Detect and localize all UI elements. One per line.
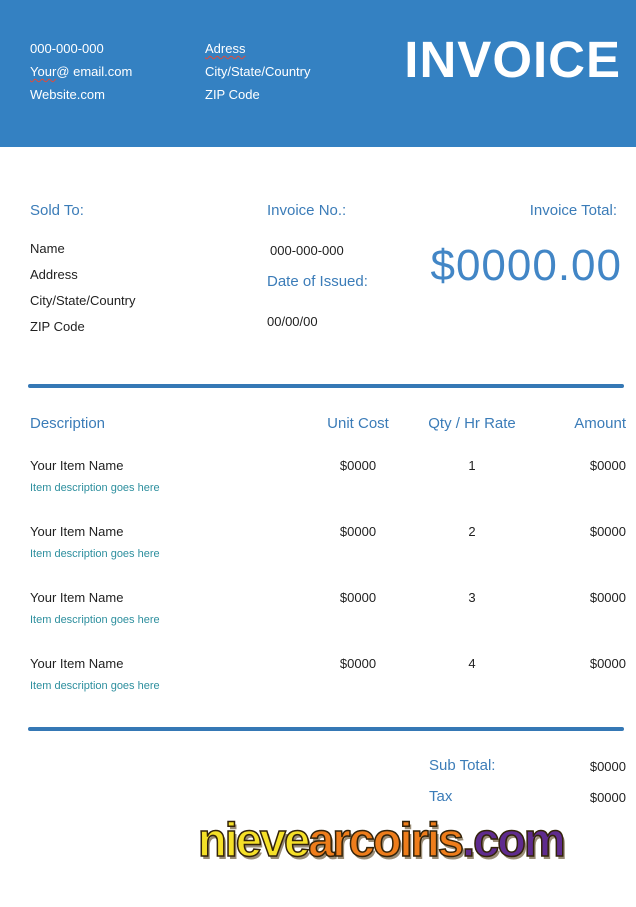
sender-zip: ZIP Code [205, 87, 260, 102]
item-name: Your Item Name [30, 656, 124, 671]
item-cell-description [30, 524, 306, 560]
item-qty: 1 [468, 458, 476, 473]
item-amount: $0000 [589, 590, 626, 605]
sender-email [30, 60, 132, 83]
item-unit-cost: $0000 [339, 458, 377, 473]
table-row [30, 656, 626, 692]
customer-name: Name [30, 241, 65, 256]
subtotal-label: Sub Total: [429, 757, 496, 774]
customer-address: Address [30, 267, 78, 282]
tax-label: Tax [429, 788, 453, 805]
item-unit-cost: $0000 [339, 524, 377, 539]
invoice-total-label: Invoice Total: [529, 202, 617, 219]
sold-to-label: Sold To: [30, 202, 84, 219]
item-description: Item description goes here [30, 680, 160, 692]
item-cell-description [30, 656, 306, 692]
sender-city-state-country: City/State/Country [205, 64, 311, 79]
watermark-part-nieve: nieve [198, 813, 309, 866]
watermark-part-com: .com [462, 813, 564, 866]
items-table-header [30, 415, 626, 432]
subtotal-row [30, 757, 626, 774]
item-amount: $0000 [589, 458, 626, 473]
item-cell-description [30, 458, 306, 494]
invoice-header [0, 0, 636, 147]
item-description: Item description goes here [30, 614, 160, 626]
item-description: Item description goes here [30, 548, 160, 560]
item-qty: 3 [468, 590, 476, 605]
item-unit-cost: $0000 [339, 656, 377, 671]
invoice-number-label: Invoice No.: [267, 202, 347, 219]
item-amount: $0000 [589, 656, 626, 671]
watermark-part-arcoiris: arcoiris [308, 813, 463, 866]
item-name: Your Item Name [30, 524, 124, 539]
invoice-total-amount: $0000.00 [430, 241, 622, 290]
column-header-unit-cost: Unit Cost [327, 415, 389, 432]
sender-website: Website.com [30, 87, 105, 102]
date-issued-label: Date of Issued: [267, 273, 368, 290]
date-issued-value: 00/00/00 [267, 314, 318, 329]
invoice-number-value: 000-000-000 [270, 243, 344, 258]
tax-value: $0000 [589, 790, 626, 805]
item-amount: $0000 [589, 524, 626, 539]
sender-address-block [205, 37, 311, 106]
column-header-description: Description [30, 415, 106, 432]
sender-email-rest: @ email.com [56, 64, 133, 79]
sender-contact-block [30, 37, 132, 106]
column-header-qty: Qty / Hr Rate [428, 415, 516, 432]
tax-row [30, 788, 626, 805]
table-bottom-divider [28, 727, 624, 731]
subtotal-value: $0000 [589, 759, 626, 774]
item-cell-description [30, 590, 306, 626]
table-row [30, 590, 626, 626]
customer-city-state-country: City/State/Country [30, 293, 136, 308]
sender-address: Adress [205, 41, 246, 56]
table-row [30, 524, 626, 560]
item-name: Your Item Name [30, 590, 124, 605]
table-top-divider [28, 384, 624, 388]
item-unit-cost: $0000 [339, 590, 377, 605]
sold-to-details [30, 241, 136, 345]
page-title: INVOICE [404, 31, 621, 88]
item-qty: 2 [468, 524, 476, 539]
item-qty: 4 [468, 656, 476, 671]
item-name: Your Item Name [30, 458, 124, 473]
item-description: Item description goes here [30, 482, 160, 494]
column-header-amount: Amount [574, 415, 626, 432]
table-row [30, 458, 626, 494]
watermark-logo [198, 812, 564, 867]
customer-zip: ZIP Code [30, 319, 85, 334]
sender-phone: 000-000-000 [30, 41, 104, 56]
sender-email-prefix: Your [30, 64, 57, 79]
